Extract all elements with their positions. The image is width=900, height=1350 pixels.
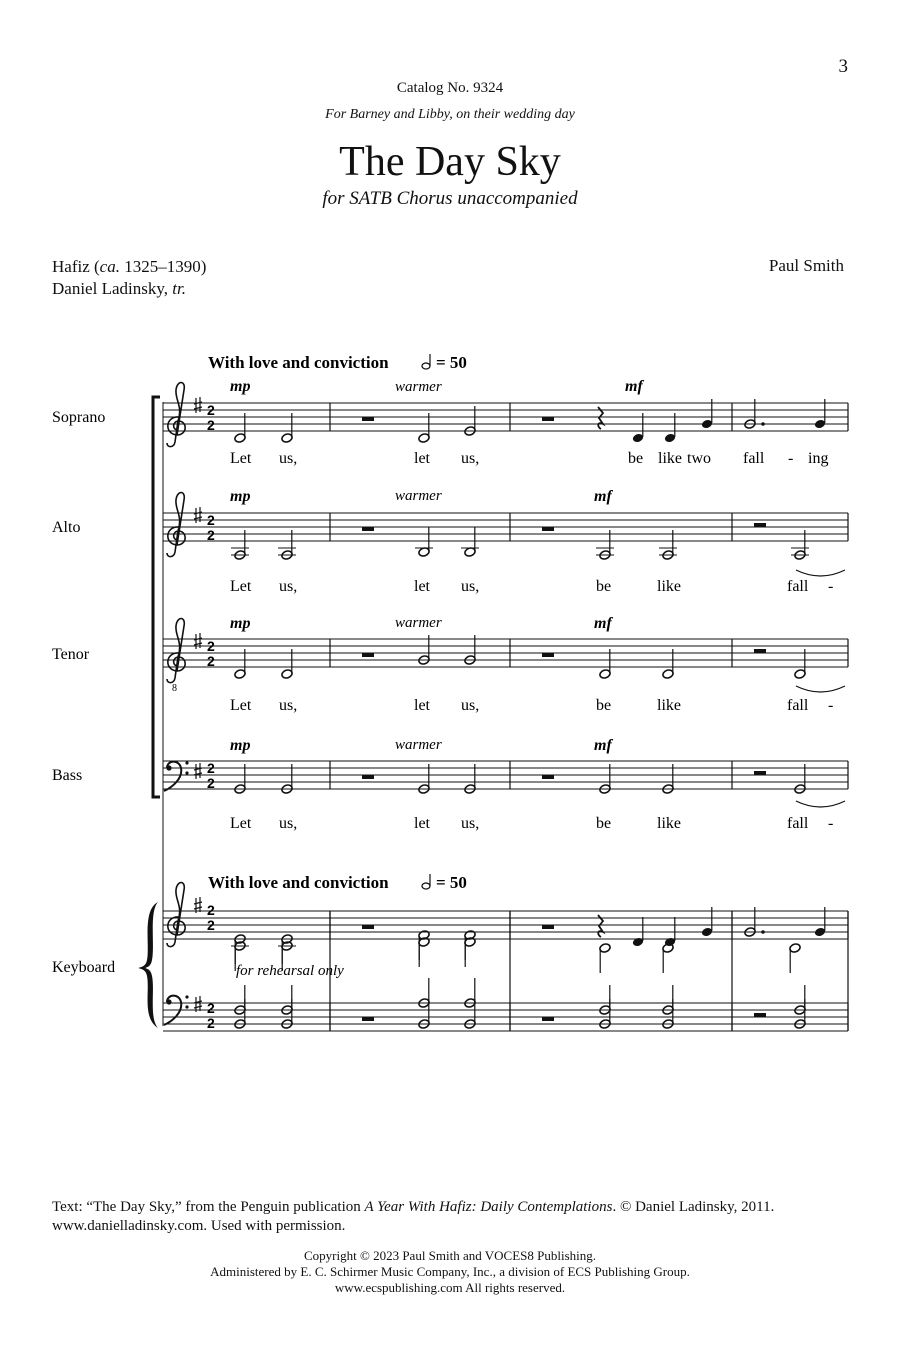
lyrics-alto	[230, 578, 833, 595]
part-soprano: Soprano	[52, 409, 106, 426]
keyboard-tempo-text: With love and conviction	[208, 873, 389, 892]
website-line: www.danielladinsky.com. Used with permission.	[52, 1218, 346, 1234]
part-alto: Alto	[52, 519, 81, 536]
svg-text:-: -	[828, 697, 834, 714]
svg-text:let: let	[414, 697, 430, 714]
dedication: For Barney and Libby, on their wedding day	[325, 107, 575, 122]
key-sharp	[194, 397, 202, 413]
svg-text:2: 2	[207, 902, 215, 918]
svg-text:mf: mf	[594, 488, 612, 505]
lyrics-soprano	[230, 450, 828, 467]
whole-rest	[362, 775, 374, 779]
svg-text:us,: us,	[461, 815, 480, 832]
svg-text:warmer: warmer	[395, 615, 442, 631]
notes-layer	[231, 399, 845, 1029]
whole-rest	[362, 1017, 374, 1021]
svg-text:let: let	[414, 815, 430, 832]
rehearsal-note: for rehearsal only	[236, 963, 344, 979]
whole-rest	[362, 925, 374, 929]
svg-text:mf: mf	[594, 737, 612, 754]
whole-rest	[542, 653, 554, 657]
whole-rest	[542, 417, 554, 421]
tie	[796, 686, 845, 692]
treble-clef-soprano	[167, 383, 185, 447]
svg-text:2: 2	[207, 417, 215, 433]
half-note-glyph	[422, 363, 430, 369]
svg-text:-: -	[828, 578, 834, 595]
time-signature	[207, 402, 215, 1031]
whole-rest	[362, 653, 374, 657]
svg-text:2: 2	[207, 512, 215, 528]
octave-8-marker: 8	[172, 683, 177, 694]
svg-text:us,: us,	[461, 450, 480, 467]
whole-rest	[542, 775, 554, 779]
svg-text:2: 2	[207, 527, 215, 543]
svg-text:us,: us,	[461, 578, 480, 595]
choir-bracket	[153, 397, 160, 797]
svg-text:two: two	[687, 450, 711, 467]
svg-text:Let: Let	[230, 578, 252, 595]
svg-text:-: -	[828, 815, 834, 832]
svg-text:2: 2	[207, 402, 215, 418]
half-rest	[754, 1013, 766, 1017]
svg-text:us,: us,	[279, 815, 298, 832]
tempo-value: = 50	[436, 353, 467, 372]
whole-rest	[542, 527, 554, 531]
treble-clef-alto	[167, 493, 185, 557]
svg-text:us,: us,	[461, 697, 480, 714]
svg-text:mp: mp	[230, 737, 251, 754]
copyright-block	[0, 1248, 900, 1296]
treble-clef-tenor	[167, 619, 185, 683]
svg-text:fall: fall	[787, 697, 809, 714]
whole-rest	[362, 527, 374, 531]
publisher-url-line: www.ecspublishing.com All rights reserved.	[334, 1280, 566, 1295]
key-sharp	[194, 507, 202, 523]
part-tenor: Tenor	[52, 646, 90, 663]
translator-name: Daniel Ladinsky,	[52, 279, 173, 298]
svg-text:2: 2	[207, 638, 215, 654]
svg-text:2: 2	[207, 1015, 215, 1031]
treble-clef-keyboard	[167, 883, 185, 947]
svg-text:like: like	[657, 697, 681, 714]
poet-ca: ca.	[99, 257, 120, 276]
svg-text:Let: Let	[230, 815, 252, 832]
catalog-number: Catalog No. 9324	[396, 80, 504, 96]
keyboard-tempo-value: = 50	[436, 873, 467, 892]
svg-text:2: 2	[207, 917, 215, 933]
svg-text:like: like	[657, 578, 681, 595]
key-sharp	[194, 763, 202, 779]
svg-text:2: 2	[207, 1000, 215, 1016]
whole-rest	[542, 925, 554, 929]
staff-lines	[163, 403, 848, 1031]
administered-line: Administered by E. C. Schirmer Music Company, Inc., a division of ECS Publishing Group.	[210, 1264, 690, 1279]
svg-text:warmer: warmer	[395, 379, 442, 395]
poet-dates: 1325–1390)	[119, 257, 207, 276]
page-number: 3	[838, 56, 848, 77]
augmentation-dot	[761, 930, 765, 934]
svg-text:us,: us,	[279, 697, 298, 714]
whole-rest	[542, 1017, 554, 1021]
part-bass: Bass	[52, 767, 83, 784]
lyrics-tenor	[230, 697, 833, 714]
key-sharp	[194, 633, 202, 649]
keyboard-brace	[138, 902, 158, 1028]
svg-text:be: be	[596, 578, 612, 595]
svg-text:fall: fall	[743, 450, 765, 467]
svg-text:2: 2	[207, 760, 215, 776]
svg-text:like: like	[657, 815, 681, 832]
svg-text:Let: Let	[230, 450, 252, 467]
half-rest	[754, 771, 766, 775]
svg-text:let: let	[414, 450, 430, 467]
svg-text:ing: ing	[808, 450, 829, 467]
half-rest	[754, 649, 766, 653]
bass-clef-bass	[164, 761, 189, 791]
half-rest	[754, 523, 766, 527]
svg-text:mf: mf	[594, 615, 612, 632]
poet-name: Hafiz (	[52, 257, 100, 276]
svg-text:us,: us,	[279, 450, 298, 467]
part-keyboard: Keyboard	[52, 959, 116, 976]
tempo-text: With love and conviction	[208, 353, 389, 372]
svg-text:us,: us,	[279, 578, 298, 595]
piece-title: The Day Sky	[339, 139, 561, 185]
svg-text:warmer: warmer	[395, 488, 442, 504]
whole-rest	[362, 417, 374, 421]
svg-text:let: let	[414, 578, 430, 595]
svg-text:fall: fall	[787, 815, 809, 832]
svg-text:warmer: warmer	[395, 737, 442, 753]
book-title: A Year With Hafiz: Daily Contemplations	[364, 1199, 613, 1215]
tie	[796, 570, 845, 576]
svg-text:2: 2	[207, 653, 215, 669]
lyrics-bass	[230, 815, 833, 832]
composer-credit: Paul Smith	[768, 256, 844, 275]
augmentation-dot	[761, 422, 765, 426]
svg-text:fall: fall	[787, 578, 809, 595]
copyright-line: Copyright © 2023 Paul Smith and VOCES8 Publishing.	[303, 1248, 597, 1263]
svg-text:mp: mp	[230, 615, 251, 632]
svg-text:be: be	[628, 450, 644, 467]
svg-text:like: like	[658, 450, 682, 467]
translator-abbr: tr.	[172, 279, 186, 298]
svg-text:mf: mf	[625, 378, 643, 395]
piece-subtitle: for SATB Chorus unaccompanied	[322, 188, 578, 209]
half-note-glyph	[422, 883, 430, 889]
text-credit-line: Text: “The Day Sky,” from the Penguin publication A Year With Hafiz: Daily Contemplations. © Daniel Ladinsky, 2011.	[52, 1199, 775, 1215]
svg-text:2: 2	[207, 775, 215, 791]
svg-text:mp: mp	[230, 378, 251, 395]
text-credit	[52, 1198, 852, 1236]
svg-text:mp: mp	[230, 488, 251, 505]
svg-text:-: -	[788, 450, 794, 467]
svg-text:be: be	[596, 697, 612, 714]
svg-text:Let: Let	[230, 697, 252, 714]
tie	[796, 801, 845, 807]
svg-text:be: be	[596, 815, 612, 832]
